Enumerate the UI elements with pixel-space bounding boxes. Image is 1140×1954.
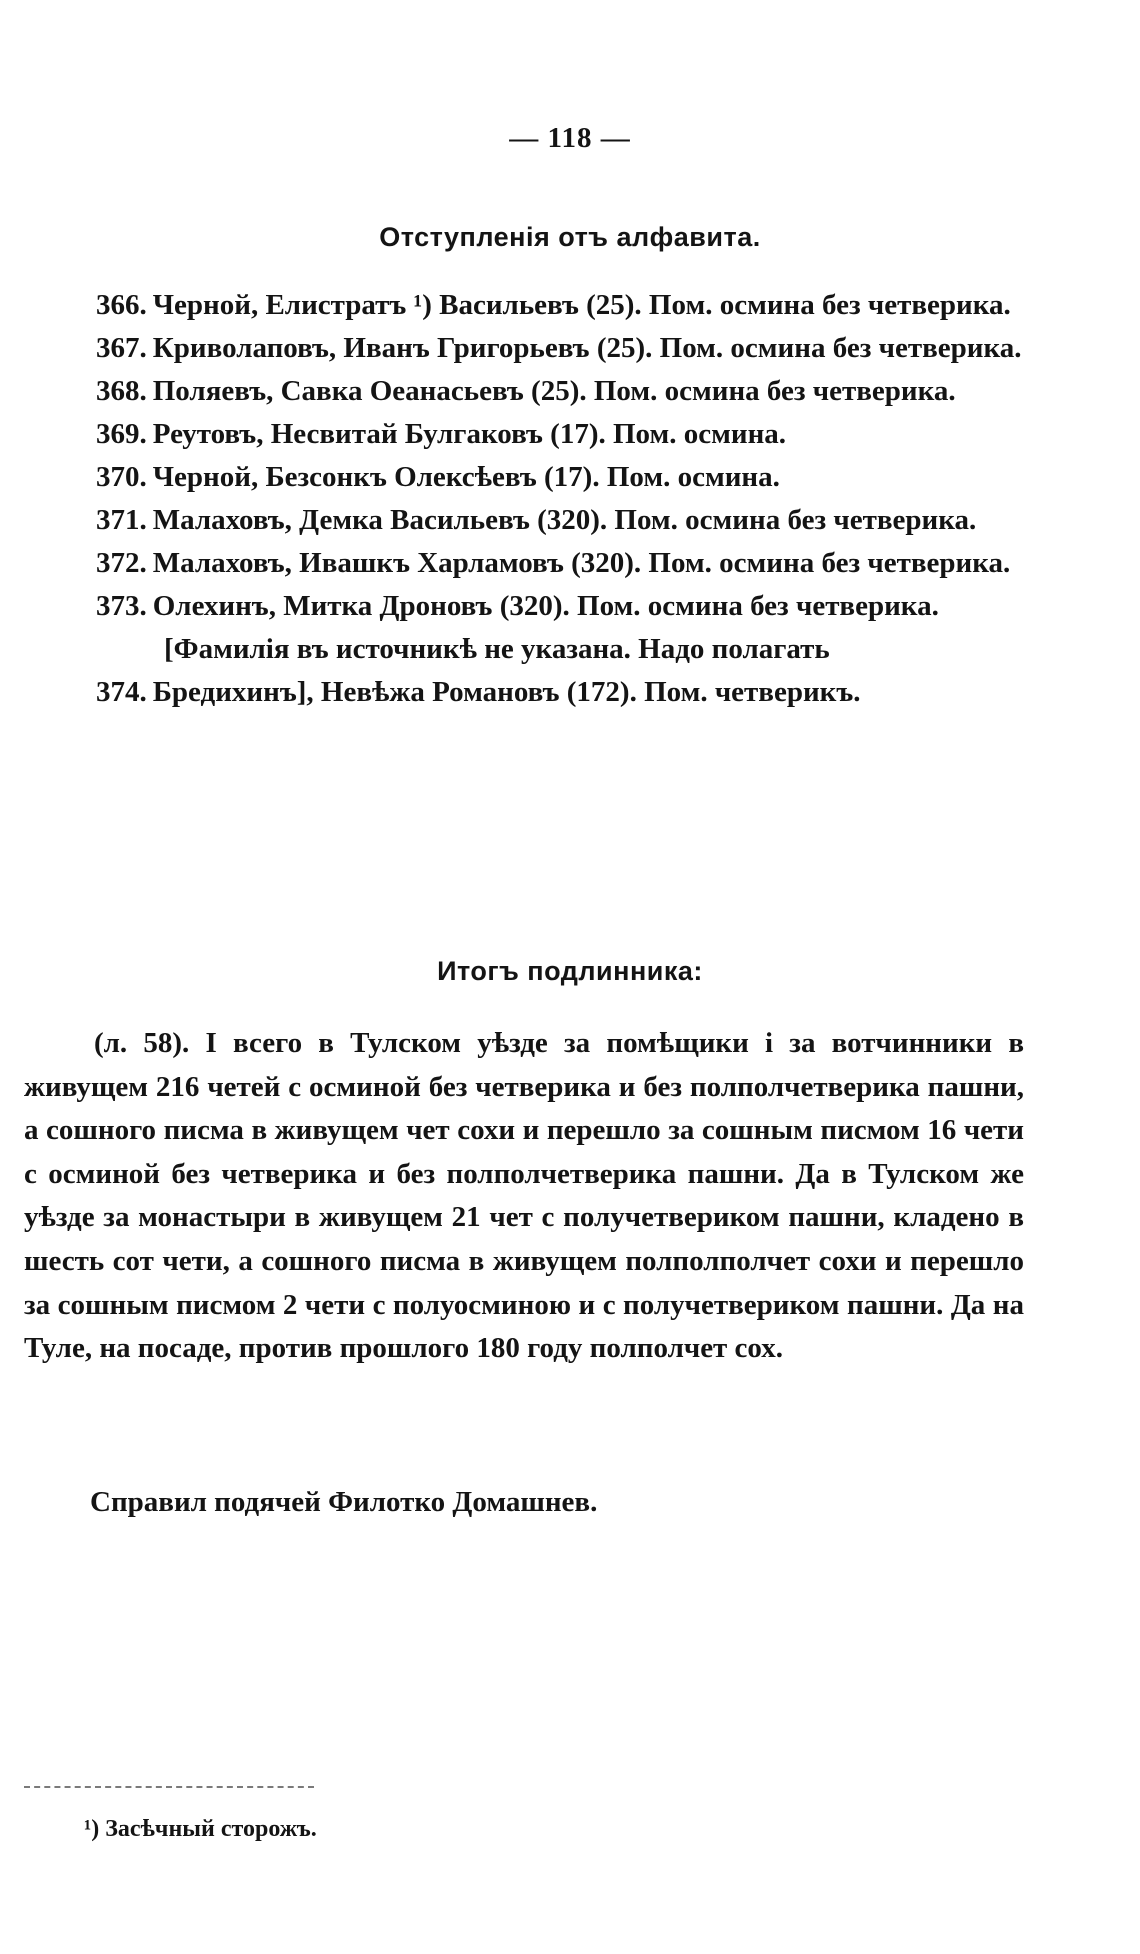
entry-number: 369. (96, 418, 147, 450)
entry-number: 368. (96, 375, 147, 407)
entry-text: [Фамилія въ источникѣ не указана. Надо полагать (164, 633, 830, 665)
page-number: — 118 — (509, 122, 631, 154)
entry-text: Черной, Безсонкъ Олексѣевъ (17). Пом. осмина. (152, 461, 780, 493)
entry-text: Бредихинъ], Невѣжа Романовъ (172). Пом. четверикъ. (152, 676, 861, 708)
list-item (24, 542, 1024, 585)
entry-text: Поляевъ, Савка Оеанасьевъ (25). Пом. осмина без четверика. (152, 375, 956, 407)
entry-text: Черной, Елистратъ ¹) Васильевъ (25). Пом. осмина без четверика. (152, 289, 1011, 321)
entry-number: 372. (96, 547, 147, 579)
list-item (24, 499, 1024, 542)
total-title: Итогъ подлинника: (437, 956, 703, 986)
list-item (24, 456, 1024, 499)
list-item (24, 370, 1024, 413)
entry-number: 371. (96, 504, 147, 536)
entry-text: Малаховъ, Ивашкъ Харламовъ (320). Пом. осмина без четверика. (152, 547, 1011, 579)
list-item (24, 585, 1024, 628)
entry-number: 374. (96, 676, 147, 708)
footnote-divider (24, 1786, 314, 1788)
total-paragraph: (л. 58). I всего в Тулском уѣзде за помѣщики і за вотчинники в живущем 216 четей с осминой без четверика и без полполчетверика пашни, а сошного писма в живущем чет сохи и перешло за сошным писмом 16 чети с осминой без четверика и без полполчетверика пашни. Да в Тулском же уѣзде за монастыри в живущем 21 чет с получетвериком пашни, кладено в шесть сот чети, а сошного писма в живущем полполполчет сохи и перешло за сошным писмом 2 чети с полуосминою и с получетвериком пашни. Да на Туле, на посаде, против прошлого 180 году полполчет сох. (24, 1027, 1024, 1365)
list-item (24, 284, 1024, 327)
entry-number: 366. (96, 289, 147, 321)
entry-list (24, 284, 1024, 714)
entry-text: Олехинъ, Митка Дроновъ (320). Пом. осмина без четверика. (152, 590, 939, 622)
signature: Справил подячей Филотко Домашнев. (90, 1486, 598, 1518)
entry-number: 373. (96, 590, 147, 622)
list-item (24, 413, 1024, 456)
entry-text: Криволаповъ, Иванъ Григорьевъ (25). Пом. осмина без четверика. (152, 332, 1022, 364)
section-title: Отступленія отъ алфавита. (379, 222, 761, 252)
entry-text: Реутовъ, Несвитай Булгаковъ (17). Пом. осмина. (152, 418, 787, 450)
entry-text: Малаховъ, Демка Васильевъ (320). Пом. осмина без четверика. (152, 504, 977, 536)
list-item (24, 327, 1024, 370)
entry-number: 367. (96, 332, 147, 364)
list-item (24, 628, 1024, 671)
footnote: ¹) Засѣчный сторожъ. (84, 1816, 317, 1842)
entry-number: 370. (96, 461, 147, 493)
list-item (24, 671, 1024, 714)
